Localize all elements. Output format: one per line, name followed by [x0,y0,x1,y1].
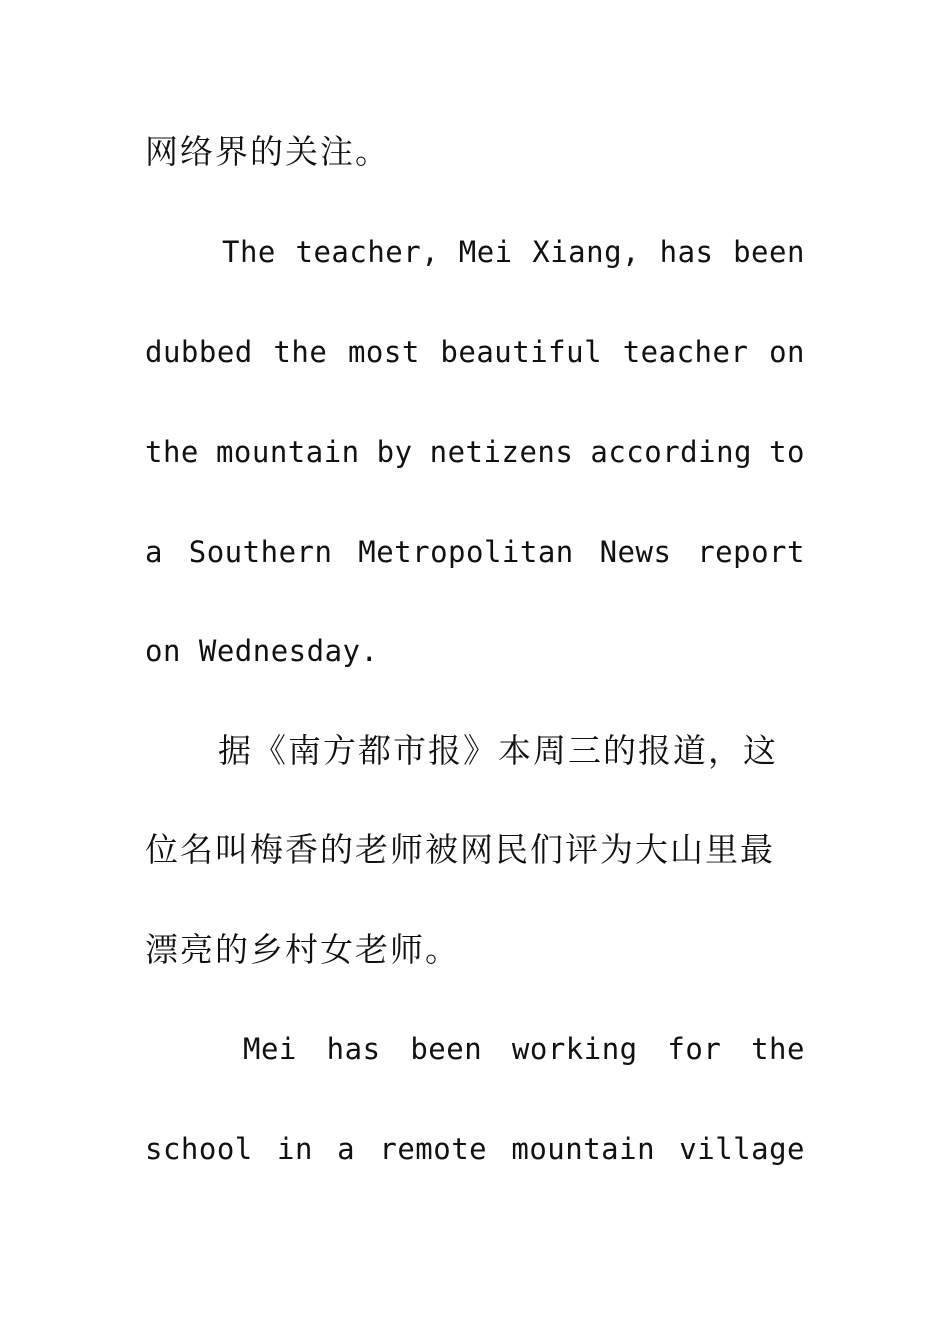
paragraph-line [145,532,805,572]
paragraph-line [243,1029,805,1069]
word: school [145,1132,253,1166]
paragraph-line: 漂亮的乡村女老师。 [145,930,460,969]
word: on [769,335,805,369]
word: the [145,435,199,469]
word: the [751,1032,805,1066]
word: to [769,435,805,469]
word: netizens [429,435,574,469]
word: has [659,235,714,269]
word: for [667,1032,722,1066]
word: beautiful [440,335,603,369]
paragraph-line [145,432,805,472]
word: most [347,335,420,369]
paragraph-line: 网络界的关注。 [145,132,390,171]
word: the [273,335,328,369]
word: working [511,1032,638,1066]
paragraph-line: on Wednesday. [145,634,379,668]
word: mountain [215,435,360,469]
word: Metropolitan [358,535,574,569]
paragraph-line: 位名叫梅香的老师被网民们评为大山里最 [145,830,775,869]
word: has [326,1032,381,1066]
word: Xiang, [532,235,641,269]
word: been [733,235,805,269]
word: teacher, [295,235,440,269]
paragraph-line [222,232,805,272]
paragraph-line [145,332,805,372]
word: Mei [243,1032,297,1066]
word: according [590,435,753,469]
word: in [277,1132,313,1166]
word: a [145,535,163,569]
word: Southern [188,535,333,569]
word: dubbed [145,335,253,369]
word: mountain [511,1132,656,1166]
word: report [697,535,805,569]
word: village [679,1132,805,1166]
word: been [410,1032,483,1066]
word: Mei [458,235,513,269]
word: a [337,1132,356,1166]
word: The [222,235,276,269]
word: remote [379,1132,488,1166]
paragraph-line: 据《南方都市报》本周三的报道，这 [218,731,778,770]
paragraph-line [145,1129,805,1169]
word: teacher [622,335,749,369]
word: News [599,535,672,569]
word: by [376,435,413,469]
